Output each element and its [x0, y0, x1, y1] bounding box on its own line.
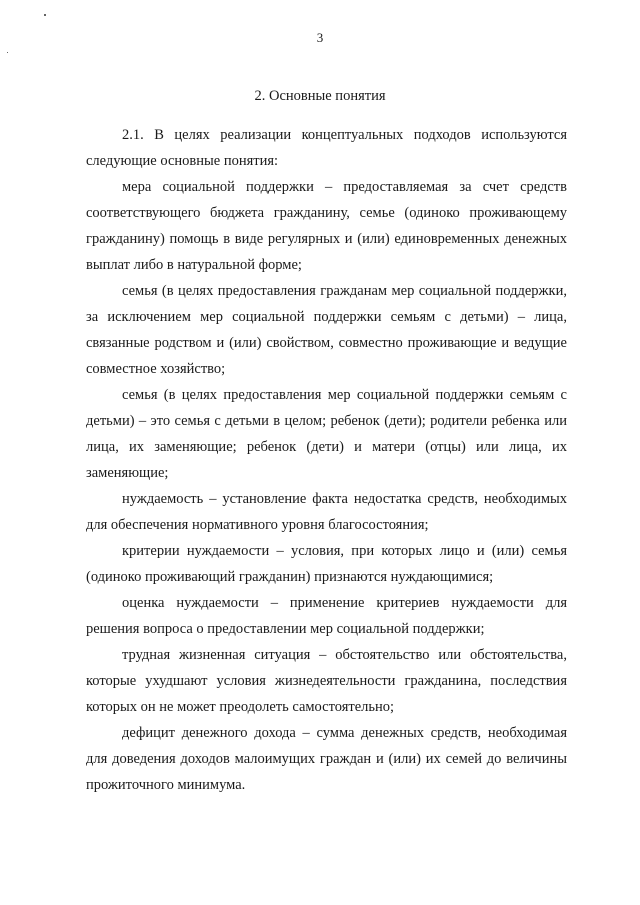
definition-paragraph: нуждаемость – установление факта недостатка средств, необходимых для обеспечения нормативного уровня благосостояния;: [86, 491, 567, 533]
section-title: 2. Основные понятия: [254, 88, 386, 104]
definition-paragraph: семья (в целях предоставления мер социальной поддержки семьям с детьми) – это семья с детьми в целом; ребенок (дети); родители ребенка или лица, их заменяющие; ребенок (дети) и матери (отцы) или лица, их заменяющие;: [86, 387, 567, 481]
document-body: [86, 122, 567, 798]
definition-paragraph: критерии нуждаемости – условия, при которых лицо и (или) семья (одиноко проживающий гражданин) признаются нуждающимися;: [86, 543, 567, 585]
definition-paragraph: семья (в целях предоставления гражданам мер социальной поддержки, за исключением мер социальной поддержки семьям с детьми) – лица, связанные родством и (или) свойством, совместно проживающие и ведущие совместное хозяйство;: [86, 283, 567, 377]
definition-paragraph: дефицит денежного дохода – сумма денежных средств, необходимая для доведения доходов малоимущих граждан и (или) их семей до величины прожиточного минимума.: [86, 725, 567, 793]
definition-paragraph: мера социальной поддержки – предоставляемая за счет средств соответствующего бюджета гражданину, семье (одиноко проживающему гражданину) помощь в виде регулярных и (или) единовременных денежных выплат либо в натуральной форме;: [86, 179, 567, 273]
paragraph-intro: 2.1. В целях реализации концептуальных подходов используются следующие основные понятия:: [86, 127, 567, 169]
definition-paragraph: трудная жизненная ситуация – обстоятельство или обстоятельства, которые ухудшают условия жизнедеятельности гражданина, последствия которых он не может преодолеть самостоятельно;: [86, 647, 567, 715]
page-number: 3: [316, 30, 324, 45]
definition-paragraph: оценка нуждаемости – применение критериев нуждаемости для решения вопроса о предоставлении мер социальной поддержки;: [86, 595, 567, 637]
scan-speck: [44, 14, 46, 16]
scan-speck: [7, 52, 8, 53]
